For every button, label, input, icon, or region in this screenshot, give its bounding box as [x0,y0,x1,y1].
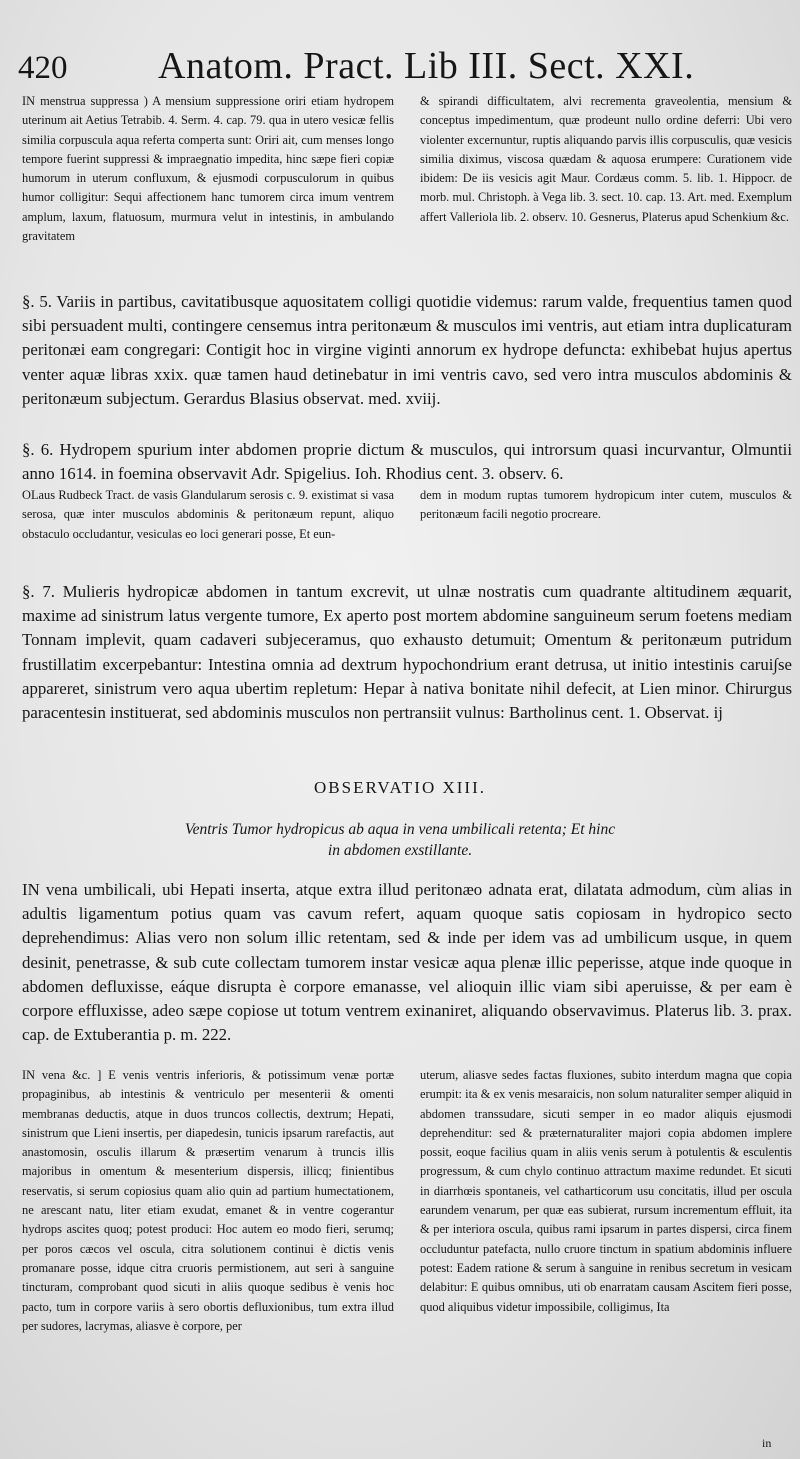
commentary-block-1-left: IN menstrua suppressa ) A mensium suppressione oriri etiam hydropem uterinum ait Aetius Tetrabib. 4. Serm. 4. cap. 79. qua in utero vesicæ fellis similia corpuscula aqua referta comperta sunt: Oriri ait, cum menses longo tempore fuerint suppressi & impraegnatio impedita, hinc sæpe fieri copiæ humorum in uterum confluxum, & ejusmodi corpusculorum in quibus humor colligitur: Sequi affectionem hanc tumorem circa imum ventrem amplum, laxum, flatuosum, murmura velut in intestinis, in ambulando gravitatem [22,94,394,244]
page-number: 420 [18,50,68,86]
paragraph-5: §. 5. Variis in partibus, cavitatibusque aquositatem colligi quotidie videmus: rarum valde, frequentius tamen quod sibi persuadent multi, contingere censemus intra peritonæum & musculos imi ventris, aut etiam intra duplicaturam peritonæi eam congregari: Contigit hoc in virgine viginti annorum ex hydrope defuncta: exhibebat hujus apertus venter aquæ libras xxix. quæ tamen haud detinebatur in imi ventris cavo, sed vero intra musculos abdominis & peritonæum subjectum. Gerardus Blasius observat. med. xviij. [22,292,792,408]
page-header [18,44,788,88]
commentary-block-3 [22,1066,792,1436]
observation-heading: OBSERVATIO XIII. [314,778,486,797]
running-title: Anatom. Pract. Lib III. Sect. XXI. [158,45,695,87]
commentary-block-3-right: uterum, aliasve sedes factas fluxiones, subito interdum magna que copia erumpit: ita & ex venis mesaraicis, non solum naturaliter semper aliquid in abdomen transsudare, sicuti semper in eo mador aliquis ejusmodi deprehenditur: sed & præternaturaliter majori copia abdomen implere possit, eoque facilius quam in aliis venis serum à potulentis & esculentis progressum, & cum chylo continuo attractum maxime redundet. Et sicuti in diarrhœis spontaneis, vel catharticorum usu concitatis, illud per oscula earundem venarum, per quæ eas subierat, rursum incrementum effluit, ita & per interiora oscula, quibus rami ipsarum in partes dispersi, circa finem occluduntur patefacta, nullo cruore tinctum in spatium abdominis influere potest: Eadem ratione & serum à sanguine in renibus secretum in vesicam delabitur: E quibus omnibus, uti ob enarratam causam Ascitem fieri posse, quod aliquibus videtur impossibile, colligimus, Ita [420,1068,792,1314]
paragraph-8: IN vena umbilicali, ubi Hepati inserta, atque extra illud peritonæo adnata erat, dilatata admodum, cùm alias in adultis ligamentum potius quam vas cavum refert, aquam quoque satis copiosam in hydropico secto deprehendimus: Alias vero non solum illic retentam, sed & inde per idem vas ad umbilicum usque, in quem desinit, penetrasse, & sub cute collectam tumorem instar vesicæ aqua plenæ illic peperisse, atque inde quoque in abdomen defluxisse, eáque disrupta è corpore emanasse, vel alioquin illic viam sibi aperuisse, & per eam è corpore effluxisse, adeo sæpe copiose ut totum ventrem exinaniret, aliquando observavimus. Platerus lib. 3. prax. cap. de Extuberantia p. m. 222. [22,880,792,1045]
catchword: in [762,1436,772,1450]
commentary-block-2-right: dem in modum ruptas tumorem hydropicum inter cutem, musculos & peritonæum facili negotio procreare. [420,488,792,522]
commentary-block-2-left: OLaus Rudbeck Tract. de vasis Glandularum serosis c. 9. existimat si vasa serosa, quæ inter musculos abdominis & peritonæum repunt, aliquo obstaculo occludantur, vesiculas eo loci generari posse, Et eun- [22,488,394,541]
paragraph-7: §. 7. Mulieris hydropicæ abdomen in tantum excrevit, ut ulnæ nostratis cum quadrante altitudinem æquarit, maxime ad sinistrum latus vergente tumore, Ex aperto post mortem abdomine sanguineum serum foetens mediam Tonnam implevit, quam cadaveri subjeceramus, quo exhausto detumuit; Omentum & peritonæum putridum frustillatim excerpebantur: Intestina omnia ad dextrum hypochondrium erant detrusa, ut initio intestinis carui∫se appareret, sinistrum vero aqua ubertim repletum: Hepar à nativa bonitate nihil defecit, at Lien minor. Chirurgus paracentesin instituerat, sed abdominis musculos non pertransiit vulnus: Bartholinus cent. 1. Observat. ij [22,582,792,723]
paragraph-6: §. 6. Hydropem spurium inter abdomen proprie dictum & musculos, qui introrsum quasi incurvantur, Olmuntii anno 1614. in foemina observavit Adr. Spigelius. Ioh. Rhodius cent. 3. observ. 6. [22,440,792,484]
commentary-block-1 [22,92,792,278]
commentary-block-3-left: IN vena &c. ] E venis ventris inferioris, & potissimum venæ portæ propaginibus, ab intestinis & ventriculo per mesenterii & omenti membranas deductis, atque in duos truncos collectis, dextrum; Hepati, sinistrum que Lieni insertis, per diapedesin, tunicis ipsarum rarefactis, aut anastomosin, osculis illarum & præsertim venarum à truncis illis majoribus in omentum & mesenterium dispersis, illicq; finientibus reservatis, si serum copiosius quam alio quin ad partium humectationem, ne arescant natu, liter etiam exudat, emanet & in ventre cogerantur hydrops ascites quoq; potest produci: Hoc autem eo modo fieri, serumq; per poros cæcos vel oscula, citra solutionem continui è dictis venis promanare posse, idque citra cruoris permistionem, aut seri à sanguine tincturam, comprobant quod sicuti in aliis quoque sedibus è venis hoc pacto, tum in corpore variis à sero obortis defluxionibus, tum extra illud per sudores, lacrymas, aliasve è corpore, per [22,1068,394,1333]
commentary-block-1-right: & spirandi difficultatem, alvi recrementa graveolentia, mensium & conceptus impedimentum, quæ prodeunt nullo ordine deferri: Ubi vero violenter excernuntur, ruptis aliquando parvis illis corpusculis, quæ vesicis similia diximus, viscosa quædam & aquosa erumpere: Curationem vide ibidem: De iis vesicis agit Maur. Cordæus comm. 5. lib. 1. Hippocr. de morb. mul. Christoph. à Vega lib. 3. sect. 10. cap. 13. Art. med. Exemplum affert Valleriola lib. 2. observ. 10. Gesnerus, Platerus apud Schenkium &c. [420,94,792,224]
observation-subtitle-line-2: in abdomen exstillante. [327,842,473,859]
commentary-block-2 [22,486,792,564]
observation-subtitle-line-1: Ventris Tumor hydropicus ab aqua in vena umbilicali retenta; Et hinc [184,821,616,838]
